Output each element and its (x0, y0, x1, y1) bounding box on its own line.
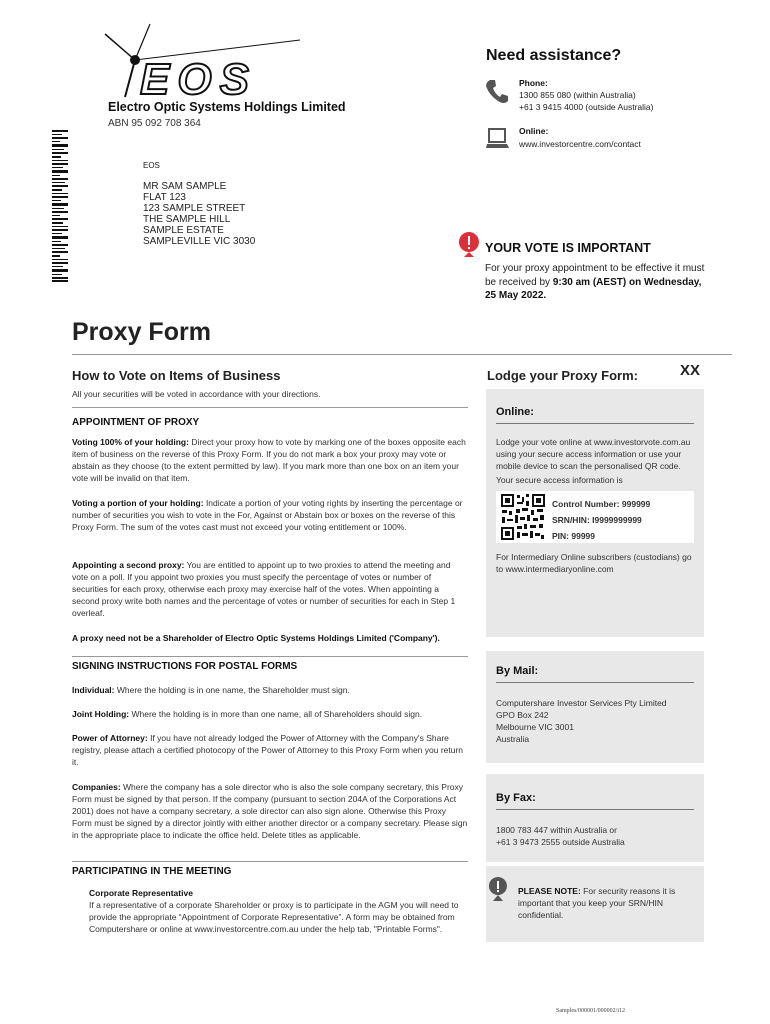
intro-text: All your securities will be voted in accordance with your directions. (72, 389, 321, 399)
mail-address-line: Australia (496, 734, 530, 744)
online-label: Online: (519, 126, 549, 136)
voting-100-paragraph (72, 436, 468, 484)
address-line: MR SAM SAMPLE (143, 181, 227, 192)
divider (496, 423, 694, 424)
power-of-attorney-paragraph (72, 732, 468, 768)
pin: PIN: 99999 (552, 531, 595, 541)
address-line: SAMPLE ESTATE (143, 225, 224, 236)
paragraph-label: Joint Holding: (72, 709, 130, 719)
eos-logo (95, 22, 305, 102)
note-text: For security reasons it is important that you keep your SRN/HIN confidential. (518, 886, 676, 920)
fax-panel (486, 774, 704, 862)
access-info-text: Your secure access information is (496, 475, 623, 485)
paragraph-text: Where the holding is in more than one name, all of Shareholders should sign. (129, 709, 423, 719)
page-title: Proxy Form (72, 318, 211, 346)
control-number: Control Number: 999999 (552, 499, 651, 509)
address-line: THE SAMPLE HILL (143, 214, 231, 225)
joint-holding-paragraph (72, 708, 468, 720)
address-line: FLAT 123 (143, 192, 186, 203)
individual-paragraph (72, 684, 468, 696)
mail-address-line: Melbourne VIC 3001 (496, 722, 574, 732)
fax-number: +61 3 9473 2555 outside Australia (496, 837, 625, 847)
how-to-vote-heading: How to Vote on Items of Business (72, 368, 281, 383)
vote-text: For your proxy appointment to be effective it must be received by (485, 263, 705, 288)
participating-heading: PARTICIPATING IN THE MEETING (72, 866, 232, 877)
paragraph-text: If you have not already lodged the Power of Attorney with the Company's Share registry, please attach a certified photocopy of the Power of Attorney to this Proxy Form when you return it. (72, 733, 464, 767)
vote-deadline-text (485, 262, 715, 303)
barcode (52, 130, 68, 282)
intermediary-text: For Intermediary Online subscribers (custodians) go to www.intermediaryonline.com (496, 552, 692, 574)
appointment-heading: APPOINTMENT OF PROXY (72, 417, 200, 428)
paragraph-text: Indicate a portion of your voting rights by inserting the percentage or number of securities you wish to vote in the For, Against or Abstain box or boxes on the reverse of this Proxy Form. The sum of the votes cast must not exceed your voting entitlement or 100%. (72, 498, 463, 532)
paragraph-label: Appointing a second proxy: (72, 560, 185, 570)
mailing-address (143, 181, 255, 247)
mail-address-line: Computershare Investor Services Pty Limited (496, 698, 667, 708)
vote-deadline: 9:30 am (AEST) on Wednesday, 25 May 2022. (485, 276, 702, 301)
alert-icon (488, 876, 508, 902)
phone-number-intl: +61 3 9415 4000 (outside Australia) (519, 102, 654, 112)
access-code-box (496, 491, 694, 543)
srn-hin: SRN/HIN: I9999999999 (552, 515, 642, 525)
online-panel (486, 389, 704, 637)
fax-panel-heading: By Fax: (496, 792, 536, 804)
logo-text: EOS (140, 55, 257, 102)
paragraph-text: Direct your proxy how to vote by marking one of the boxes opposite each item of business on the reverse of this Proxy Form. If you do not mark a box your proxy may vote or abstain as they choose (to the extent permitted by law). If you mark more than one box on an item your vote will be invalid on that item. (72, 437, 466, 483)
paragraph-text: Where the company has a sole director who is also the sole company secretary, this Proxy Form must be signed by that person. If the company (pursuant to section 204A of the Corporations Act 2001) does not have a company secretary, a sole director can also sign alone. Otherwise this Proxy Form must be signed by a director jointly with either another director or a company secretary. Please sign in the appropriate place to indicate the office held. Delete titles as applicable. (72, 782, 468, 840)
divider (496, 682, 694, 683)
paragraph-text: You are entitled to appoint up to two proxies to attend the meeting and vote on a poll. If you appoint two proxies you must specify the percentage of votes or number of securities for each proxy, otherwise each proxy may exercise half of the votes. When appointing a second proxy write both names and the percentage of votes or number of securities for each in Step 1 overleaf. (72, 560, 456, 618)
assistance-title: Need assistance? (486, 47, 622, 64)
paragraph-label: Power of Attorney: (72, 733, 148, 743)
mail-panel-heading: By Mail: (496, 665, 539, 677)
voting-portion-paragraph (72, 497, 468, 533)
company-name: Electro Optic Systems Holdings Limited (108, 100, 346, 114)
alert-icon (458, 231, 480, 257)
phone-number-au: 1300 855 080 (within Australia) (519, 90, 636, 100)
paragraph-label: Voting a portion of your holding: (72, 498, 204, 508)
signing-heading: SIGNING INSTRUCTIONS FOR POSTAL FORMS (72, 661, 298, 672)
security-note-panel (486, 866, 704, 942)
mail-panel (486, 651, 704, 763)
paragraph-text: Where the holding is in one name, the Shareholder must sign. (114, 685, 350, 695)
phone-icon (484, 78, 510, 106)
address-line: 123 SAMPLE STREET (143, 203, 246, 214)
online-panel-heading: Online: (496, 406, 534, 418)
shareholder-note: A proxy need not be a Shareholder of Electro Optic Systems Holdings Limited ('Company'). (72, 633, 440, 643)
security-note (508, 885, 708, 921)
fax-number: 1800 783 447 within Australia or (496, 825, 617, 835)
mail-address-line: GPO Box 242 (496, 710, 549, 720)
paragraph-label: Voting 100% of your holding: (72, 437, 189, 447)
paragraph-label: Companies: (72, 782, 121, 792)
note-label: PLEASE NOTE: (518, 886, 581, 896)
corporate-rep-heading: Corporate Representative (89, 888, 193, 898)
online-url[interactable]: www.investorcentre.com/contact (519, 139, 641, 149)
vote-important-title: YOUR VOTE IS IMPORTANT (485, 241, 651, 255)
divider (72, 354, 732, 355)
divider (496, 809, 694, 810)
abn: ABN 95 092 708 364 (108, 118, 201, 129)
form-code: XX (680, 362, 701, 379)
sample-code: Samples/000001/000002/i12 (556, 1008, 625, 1014)
divider (72, 656, 468, 657)
divider (72, 861, 468, 862)
second-proxy-paragraph (72, 559, 468, 619)
qr-code[interactable] (500, 493, 546, 541)
mail-code: EOS (143, 161, 160, 170)
companies-paragraph (72, 781, 468, 841)
phone-label: Phone: (519, 78, 548, 88)
address-line: SAMPLEVILLE VIC 3030 (143, 236, 256, 247)
lodge-heading: Lodge your Proxy Form: (487, 368, 638, 383)
computer-icon (486, 126, 510, 150)
divider (72, 407, 468, 408)
paragraph-label: Individual: (72, 685, 115, 695)
corporate-rep-text: If a representative of a corporate Shareholder or proxy is to participate in the AGM you will need to provide the appropriate “Appointment of Corporate Representative”. A form may be obtained from Computershare or online at www.investorcentre.com.au under the help tab, "Printable Forms". (89, 900, 459, 934)
online-lodge-text: Lodge your vote online at www.investorvote.com.au using your secure access information or use your mobile device to scan the personalised QR code. (496, 437, 691, 471)
